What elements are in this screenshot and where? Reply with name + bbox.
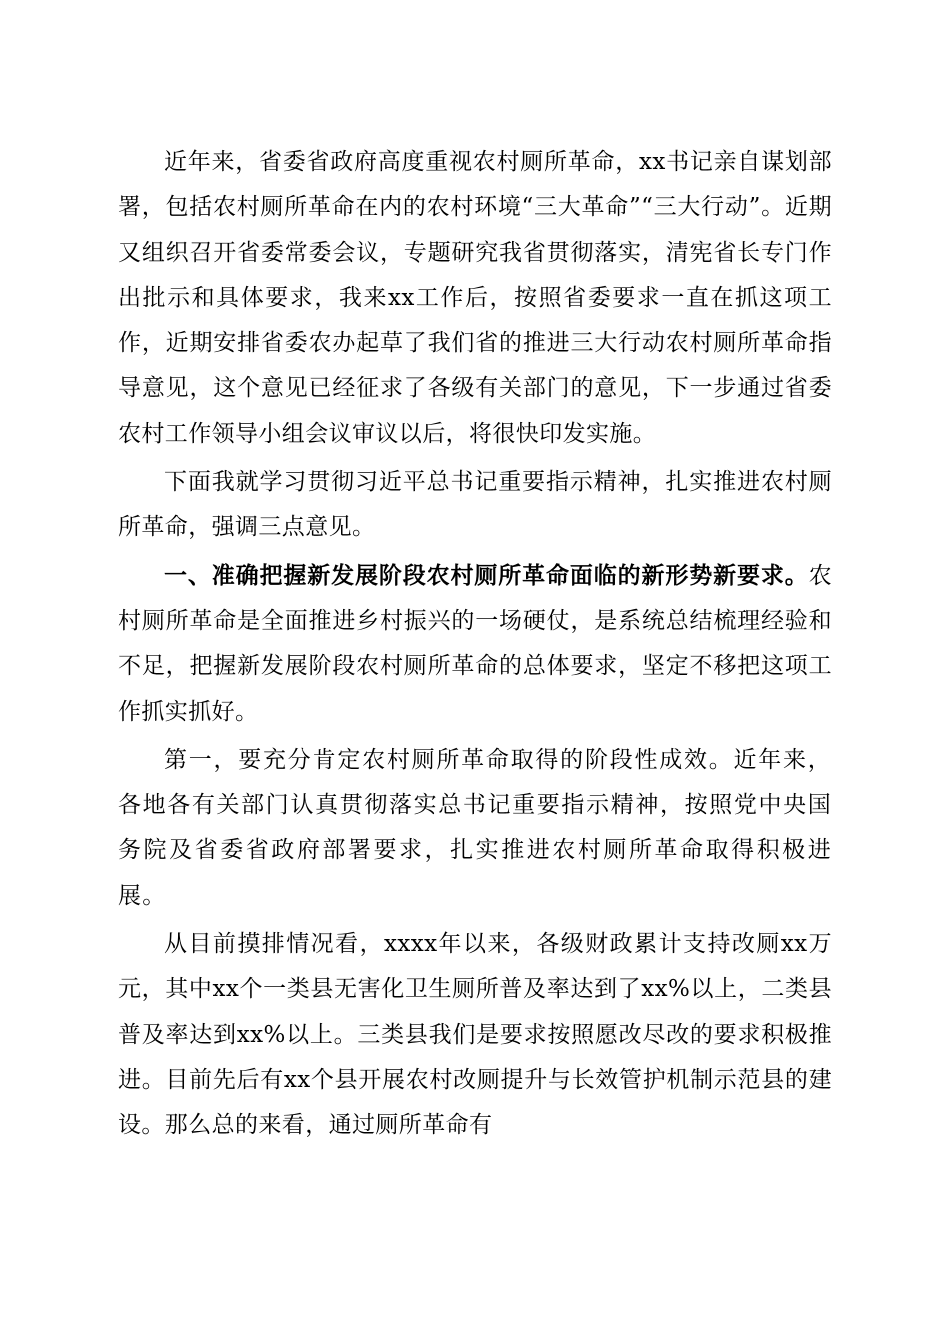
paragraph-text: 农村厕所革命是全面推进乡村振兴的一场硬仗，是系统总结梳理经验和不足，把握新发展阶段农村厕所革命的总体要求，坚定不移把这项工作抓实抓好。 [118, 562, 832, 725]
paragraph-text: 第一，要充分肯定农村厕所革命取得的阶段性成效。近年来，各地各有关部门认真贯彻落实总书记重要指示精神，按照党中央国务院及省委省政府部署要求，扎实推进农村厕所革命取得积极进展。 [118, 746, 832, 909]
paragraph-section-one [118, 554, 832, 735]
paragraph-text: 下面我就学习贯彻习近平总书记重要指示精神，扎实推进农村厕所革命，强调三点意见。 [118, 469, 832, 541]
paragraph-text: 近年来，省委省政府高度重视农村厕所革命，xx书记亲自谋划部署，包括农村厕所革命在内的农村环境“三大革命”“三大行动”。近期又组织召开省委常委会议，专题研究我省贯彻落实，清宪省长专门作出批示和具体要求，我来xx工作后，按照省委要求一直在抓这项工作，近期安排省委农办起草了我们省的推进三大行动农村厕所革命指导意见，这个意见已经征求了各级有关部门的意见，下一步通过省委农村工作领导小组会议审议以后，将很快印发实施。 [118, 149, 832, 447]
paragraph-text: 从目前摸排情况看，xxxx年以来，各级财政累计支持改厕xx万元，其中xx个一类县无害化卫生厕所普及率达到了xx%以上，二类县普及率达到xx%以上。三类县我们是要求按照愿改尽改的要求积极推进。目前先后有xx个县开展农村改厕提升与长效管护机制示范县的建设。那么总的来看，通过厕所革命有 [118, 931, 832, 1139]
section-heading: 一、准确把握新发展阶段农村厕所革命面临的新形势新要求。 [164, 562, 809, 589]
paragraph-three-points [118, 460, 832, 551]
document-page [118, 140, 832, 1152]
paragraph-first-point [118, 738, 832, 919]
paragraph-statistics [118, 922, 832, 1148]
paragraph-intro [118, 140, 832, 457]
